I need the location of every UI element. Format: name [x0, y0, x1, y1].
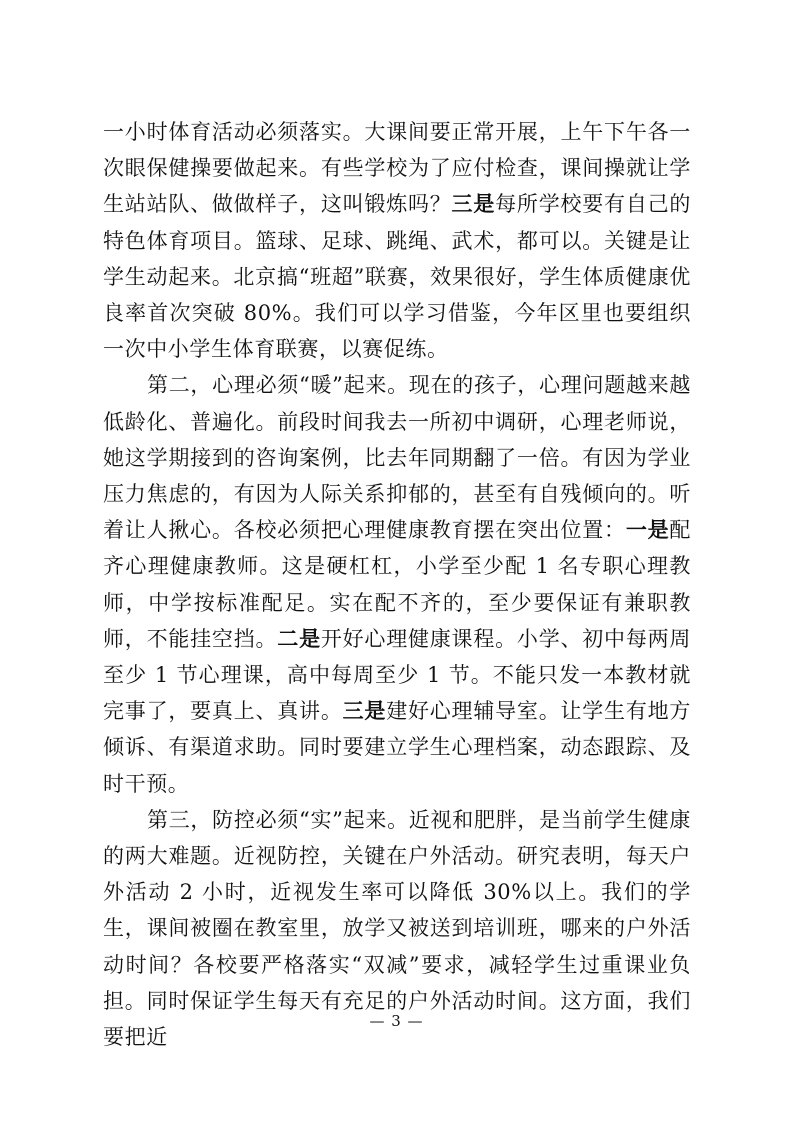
paragraph-text: 第二，心理必须“暖”起来。现在的孩子，心理问题越来越低龄化、普遍化。前段时间我去一所初中调研，心理老师说，她这学期接到的咨询案例，比去年同期翻了一倍。有因为学业压力焦虑的，有因为人际关系抑郁的，甚至有自残倾向的。听着让人揪心。各校必须把心理健康教育摆在突出位置：	[103, 373, 691, 543]
paragraph-text: 建好心理辅导室。让学生有地方倾诉、有渠道求助。同时要建立学生心理档案，动态跟踪、及时干预。	[103, 699, 691, 796]
emphasis-text: 三是	[451, 192, 496, 217]
emphasis-text: 二是	[277, 626, 321, 651]
paragraph-text: 开好心理健康课程。小学、初中每两周至少 1 节心理课，高中每周至少 1 节。不能只发一本教材就完事了，要真上、真讲。	[103, 626, 692, 724]
emphasis-text: 一是	[625, 518, 670, 543]
emphasis-text: 三是	[342, 699, 387, 724]
paragraph-text: 一小时体育活动必须落实。大课间要正常开展，上午下午各一次眼保健操要做起来。有些学校为了应付检查，课间操就让学生站站队、做做样子，这叫锻炼吗？	[103, 120, 691, 217]
paragraph-text: 配齐心理健康教师。这是硬杠杠，小学至少配 1 名专职心理教师，中学按标准配足。实在配不齐的，至少要保证有兼职教师，不能挂空挡。	[103, 518, 691, 651]
body-text	[103, 114, 691, 1055]
paragraph	[103, 114, 691, 367]
paragraph	[103, 367, 691, 801]
paragraph-text: 每所学校要有自己的特色体育项目。篮球、足球、跳绳、武术，都可以。关键是让学生动起来。北京搞“班超”联赛，效果很好，学生体质健康优良率首次突破 80%。我们可以学习借鉴，今年区里也要组织一次中小学生体育联赛，以赛促练。	[103, 192, 691, 362]
page-number: — 3 —	[369, 1012, 424, 1030]
paragraph-text: 第三，防控必须“实”起来。近视和肥胖，是当前学生健康的两大难题。近视防控，关键在户外活动。研究表明，每天户外活动 2 小时，近视发生率可以降低 30%以上。我们的学生，课间被圈在教室里，放学又被送到培训班，哪来的户外活动时间？各校要严格落实“双减”要求，减轻学生过重课业负担。同时保证学生每天有充足的户外活动时间。这方面，我们要把近	[103, 807, 691, 1050]
